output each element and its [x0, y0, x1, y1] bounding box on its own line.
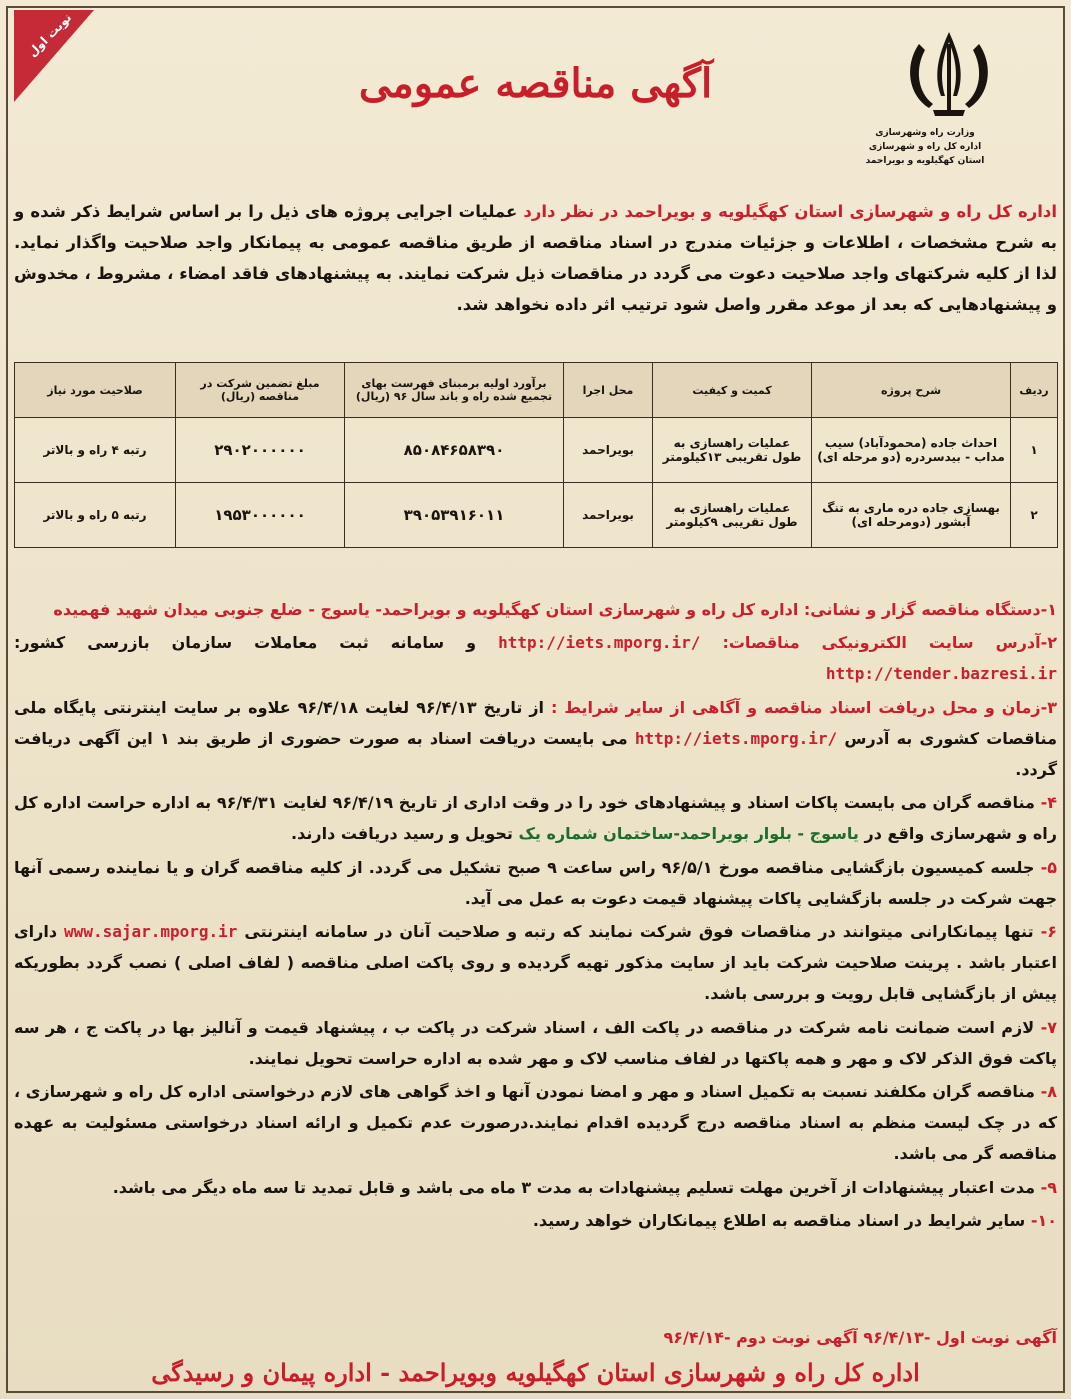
publication-dates: آگهی نوبت اول -۹۶/۴/۱۳ آگهی نوبت دوم -۹۶/۴/۱۴ — [663, 1328, 1057, 1347]
edition-stamp-label: نوبت اول — [25, 10, 75, 60]
projects-table — [14, 362, 1058, 548]
iets-link[interactable]: http://iets.mporg.ir/ — [498, 633, 701, 653]
list-item: ۲-آدرس سایت الکترونیکی مناقصات: http://iets.mporg.ir/ و سامانه ثبت معاملات سازمان بازرسی کشور: http://tender.bazresi.ir — [14, 633, 1058, 684]
list-item: ۹- مدت اعتبار پیشنهادات از آخرین مهلت تسلیم پیشنهادات به مدت ۳ ماه می باشد و قابل تمدید تا سه ماه دیگر می باشد. — [112, 1177, 1057, 1197]
org-line-1: وزارت راه وشهرسازی — [875, 128, 975, 138]
cell-project: بهسازی جاده دره ماری به تنگ آبشور (دومرحله ای) — [812, 483, 1011, 548]
cell-quantity: عملیات راهسازی به طول تقریبی ۱۳کیلومتر — [653, 418, 812, 483]
cell-estimate: ۸۵۰۸۴۶۵۸۳۹۰ — [345, 418, 564, 483]
col-estimate: برآورد اولیه برمبنای فهرست بهای تجمیع شده راه و باند سال ۹۶ (ریال) — [345, 363, 564, 418]
cell-location: بویراحمد — [564, 483, 653, 548]
cell-project: احداث جاده (محمودآباد) سیب مداب - بیدسردره (دو مرحله ای) — [812, 418, 1011, 483]
list-item: ۵- جلسه کمیسیون بازگشایی مناقصه مورخ ۹۶/۵/۱ راس ساعت ۹ صبح تشکیل می گردد. از کلیه مناقصه گران و یا نماینده رسمی آنها جهت شرکت در جلسه بازگشایی پاکات پیشنهاد قیمت دعوت به عمل می آید. — [14, 857, 1058, 908]
cell-row-number: ۱ — [1011, 418, 1058, 483]
intro-lead: اداره کل راه و شهرسازی استان کهگیلویه و بویراحمد در نظر دارد — [523, 202, 1057, 221]
cell-qualification: رتبه ۵ راه و بالاتر — [15, 483, 176, 548]
list-item: ۶- تنها پیمانکارانی میتوانند در مناقصات فوق شرکت نمایند که رتبه و صلاحیت آنان در سامانه اینترنتی www.sajar.mporg.ir دارای اعتبار باشد . پرینت صلاحیت شرکت باید از سایت مذکور تهیه گردیده و روی پاکت اصلی مناقصه ( لفاف اصلی ) نصب گردد بطوریکه پیش از بازگشایی قابل رویت و بررسی باشد. — [14, 922, 1057, 1004]
col-qualification: صلاحیت مورد نیاز — [15, 363, 176, 418]
cell-guarantee: ۲۹۰۲۰۰۰۰۰۰ — [176, 418, 345, 483]
bazresi-link[interactable]: http://tender.bazresi.ir — [825, 664, 1057, 684]
cell-row-number: ۲ — [1011, 483, 1058, 548]
conditions-list — [14, 594, 1057, 1238]
ministry-caption — [845, 126, 1005, 168]
cell-qualification: رتبه ۴ راه و بالاتر — [15, 418, 176, 483]
col-guarantee: مبلغ تضمین شرکت در مناقصه (ریال) — [176, 363, 345, 418]
table-header-row — [15, 363, 1058, 418]
list-item: ۳-زمان و محل دریافت اسناد مناقصه و آگاهی از سایر شرایط : از تاریخ ۹۶/۴/۱۳ لغایت ۹۶/۴/۱۸ علاوه بر سایت اینترنتی پایگاه ملی مناقصات کشوری به آدرس http://iets.mporg.ir/ می بایست دریافت اسناد به صورت حضوری از طریق بند ۱ این آگهی دریافت گردد. — [14, 697, 1057, 780]
sajar-link[interactable]: www.sajar.mporg.ir — [64, 922, 238, 942]
page-title: آگهی مناقصه عمومی — [358, 60, 713, 107]
list-item: ۸- مناقصه گران مکلفند نسبت به تکمیل اسناد و مهر و امضا نمودن آنها و اخذ گواهی های لازم درخواستی اداره کل راه و شهرسازی ، که در چک لیست منظم به اسناد مناقصه درج گردیده اقدام نمایند.درصورت عدم تکمیل و ارائه اسناد درخواستی مسئولیت به عهده مناقصه گر می باشد. — [14, 1082, 1058, 1164]
cell-guarantee: ۱۹۵۳۰۰۰۰۰۰ — [176, 483, 345, 548]
list-item: ۴- مناقصه گران می بایست پاکات اسناد و پیشنهادهای خود را در وقت اداری از تاریخ ۹۶/۴/۱۹ لغایت ۹۶/۴/۳۱ به اداره حراست اداره کل راه و شهرسازی واقع در یاسوج - بلوار بویراحمد-ساختمان شماره یک تحویل و رسید دریافت دارند. — [14, 793, 1057, 844]
list-item: ۱-دستگاه مناقصه گزار و نشانی: اداره کل راه و شهرسازی استان کهگیلویه و بویراحمد- یاسوج - ضلع جنوبی میدان شهید فهمیده — [53, 600, 1057, 619]
col-project: شرح پروژه — [812, 363, 1011, 418]
list-item: ۷- لازم است ضمانت نامه شرکت در مناقصه در پاکت الف ، اسناد شرکت در پاکت ب ، پیشنهاد قیمت و آنالیز بها در پاکت ج ، هر سه پاکت فوق الذکر لاک و مهر و همه پاکتها در لفاف مناسب لاک و مهر شده به اداره حراست تحویل نمایند. — [14, 1017, 1058, 1068]
intro-text: عملیات اجرایی پروژه های ذیل را بر اساس شرایط ذکر شده و به شرح مشخصات ، اطلاعات و جزئیات مندرج در اسناد مناقصه از طریق مناقصه عمومی به پیمانکار واجد صلاحیت واگذار نماید. لذا از کلیه شرکتهای واجد صلاحیت دعوت می گردد در مناقصات ذیل شرکت نمایند. به پیشنهادهای فاقد امضاء ، مشروط ، مخدوش و پیشنهادهایی که بعد از موعد مقرر واصل شود ترتیب اثر داده نخواهد شد. — [14, 202, 1057, 314]
org-line-3: استان کهگیلویه و بویراحمد — [865, 156, 985, 166]
cell-estimate: ۳۹۰۵۳۹۱۶۰۱۱ — [345, 483, 564, 548]
col-row-number: ردیف — [1011, 363, 1058, 418]
table-row — [15, 483, 1058, 548]
col-quantity: کمیت و کیفیت — [653, 363, 812, 418]
list-item: ۱۰- سایر شرایط در اسناد مناقصه به اطلاع پیمانکاران خواهد رسید. — [532, 1210, 1057, 1230]
footer-signature: اداره کل راه و شهرسازی استان کهگیلویه وبویراحمد - اداره پیمان و رسیدگی — [151, 1358, 920, 1387]
iets-link[interactable]: http://iets.mporg.ir/ — [634, 728, 838, 748]
col-location: محل اجرا — [564, 363, 653, 418]
cell-location: بویراحمد — [564, 418, 653, 483]
org-line-2: اداره کل راه و شهرسازی — [868, 142, 982, 152]
intro-paragraph — [14, 196, 1057, 320]
cell-quantity: عملیات راهسازی به طول تقریبی ۹کیلومتر — [653, 483, 812, 548]
table-row — [15, 418, 1058, 483]
